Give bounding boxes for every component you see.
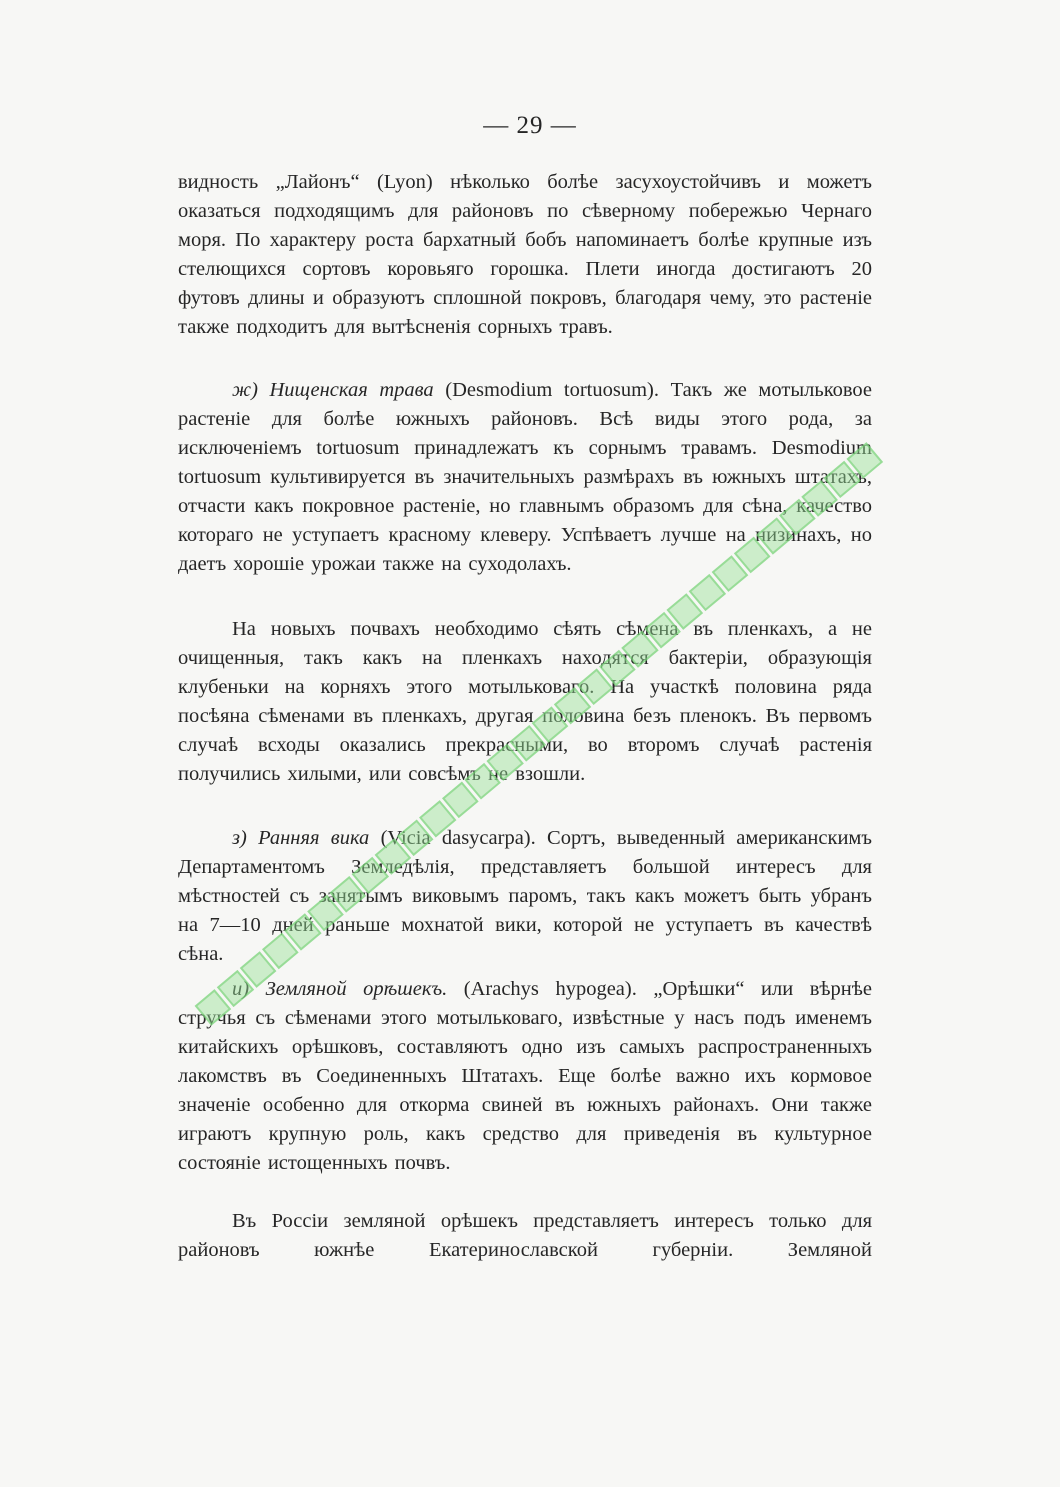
paragraph-text: (Desmodium tortuosum). Такъ же мотыльковое растеніе для болѣе южныхъ районовъ. Всѣ виды этого рода, за исключеніемъ tortuosum принадлежатъ къ сорнымъ травамъ. Desmodium tortuosum культивируется въ значительныхъ размѣрахъ въ южныхъ штатахъ, отчасти какъ покровное растеніе, но главнымъ образомъ для сѣна, качество котораго не уступаетъ красному клеверу. Успѣваетъ лучше на низинахъ, но даетъ хорошіе урожаи также на суходолахъ.	[178, 379, 873, 575]
page-number: — 29 —	[483, 112, 577, 139]
paragraph-desmodium	[178, 376, 872, 579]
paragraph-russia	[178, 1207, 872, 1265]
paragraph-velvet-bean	[178, 168, 872, 342]
paragraph-peanut	[178, 975, 872, 1178]
section-heading: ж) Нищенская трава	[232, 379, 434, 401]
paragraph-text: (Arachys hypogea). „Орѣшки“ или вѣрнѣе стручья съ сѣменами этого мотыльковаго, извѣстные у насъ подъ именемъ китайскихъ орѣшковъ, составляютъ одно изъ самыхъ распространенныхъ лакомствъ въ Соединенныхъ Штатахъ. Еще болѣе важно ихъ кормовое значеніе особенно для откорма свиней въ южныхъ районахъ. Они также играютъ крупную роль, какъ средство для приведенія въ культурное состояніе истощенныхъ почвъ.	[178, 978, 872, 1174]
paragraph-seeding	[178, 615, 872, 789]
paragraph-early-vetch	[178, 824, 872, 969]
paragraph-text: На новыхъ почвахъ необходимо сѣять сѣмена въ пленкахъ, а не очищенныя, такъ какъ на пленкахъ находятся бактеріи, образующія клубеньки на корняхъ этого мотыльковаго. На участкѣ половина ряда посѣяна сѣменами въ пленкахъ, другая половина безъ пленокъ. Въ первомъ случаѣ всходы оказались прекрасными, во второмъ случаѣ растенія получились хилыми, или совсѣмъ не взошли.	[178, 618, 872, 785]
paragraph-text: (Vicia dasycarpa). Сортъ, выведенный американскимъ Департаментомъ Земледѣлія, представляетъ большой интересъ для мѣстностей съ занятымъ виковымъ паромъ, такъ какъ можетъ быть убранъ на 7—10 дней раньше мохнатой вики, которой не уступаетъ въ качествѣ сѣна.	[178, 827, 872, 965]
paragraph-text: Въ Россіи земляной орѣшекъ представляетъ интересъ только для районовъ южнѣе Екатеринославской губерніи. Земляной	[178, 1210, 872, 1261]
section-heading: з) Ранняя вика	[232, 827, 370, 849]
section-heading: и) Земляной орѣшекъ.	[232, 978, 448, 1000]
paragraph-text: видность „Лайонъ“ (Lyon) нѣколько болѣе засухоустойчивъ и можетъ оказаться подходящимъ для районовъ по сѣверному побережью Чернаго моря. По характеру роста бархатный бобъ напоминаетъ болѣе крупные изъ стелющихся сортовъ коровьяго горошка. Плети иногда достигаютъ 20 футовъ длины и образуютъ сплошной покровъ, благодаря чему, это растеніе также подходитъ для вытѣсненія сорныхъ травъ.	[178, 171, 872, 338]
